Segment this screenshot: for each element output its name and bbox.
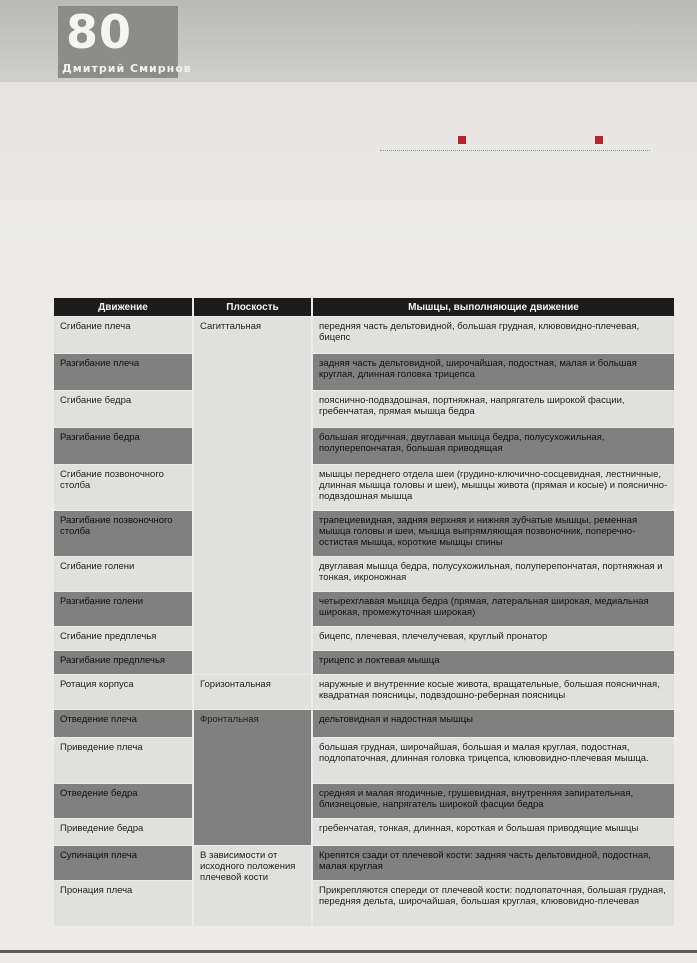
- movement-cell: Сгибание предплечья: [54, 627, 193, 651]
- movement-cell: Супинация плеча: [54, 846, 193, 881]
- dotted-rule: [380, 150, 650, 151]
- muscles-cell: Прикрепляются спереди от плечевой кости: подлопаточная, большая грудная, передняя дельта, широчайшая, большая круглая, клювовидно-плечевая: [312, 881, 674, 927]
- movement-cell: Сгибание бедра: [54, 391, 193, 428]
- muscles-cell: гребенчатая, тонкая, длинная, короткая и большая приводящие мышцы: [312, 819, 674, 846]
- movement-cell: Сгибание позвоночного столба: [54, 465, 193, 511]
- table-row: [54, 675, 674, 710]
- muscles-cell: трапециевидная, задняя верхняя и нижняя зубчатые мышцы, ременная мышца головы и шеи, мышца выпрямляющая позвоночник, поперечно-остистая мышца, короткие мышцы спины: [312, 511, 674, 557]
- bottom-rule: [0, 950, 697, 953]
- plane-cell-sagittal: Сагиттальная: [193, 317, 312, 675]
- column-header-muscles: Мышцы, выполняющие движение: [312, 298, 674, 317]
- muscles-cell: наружные и внутренние косые живота, вращательные, большая поясничная, квадратная поясницы, подвздошно-реберная поясницы: [312, 675, 674, 710]
- muscle-table-container: [54, 298, 674, 926]
- muscles-cell: передняя часть дельтовидной, большая грудная, клювовидно-плечевая, бицепс: [312, 317, 674, 354]
- movement-cell: Отведение плеча: [54, 710, 193, 738]
- muscles-cell: задняя часть дельтовидной, широчайшая, подостная, малая и большая круглая, длинная головка трицепса: [312, 354, 674, 391]
- movement-cell: Сгибание голени: [54, 557, 193, 592]
- movement-cell: Приведение бедра: [54, 819, 193, 846]
- movement-cell: Разгибание голени: [54, 592, 193, 627]
- muscles-cell: двуглавая мышца бедра, полусухожильная, полуперепончатая, портняжная и тонкая, икроножная: [312, 557, 674, 592]
- movement-cell: Разгибание плеча: [54, 354, 193, 391]
- column-header-movement: Движение: [54, 298, 193, 317]
- table-row: [54, 710, 674, 738]
- movement-cell: Разгибание предплечья: [54, 651, 193, 675]
- plane-cell-horizontal: Горизонтальная: [193, 675, 312, 710]
- table-row: [54, 391, 674, 428]
- author-name: Дмитрий Смирнов: [62, 62, 192, 75]
- muscles-cell: большая грудная, широчайшая, большая и малая круглая, подостная, подлопаточная, длинная головка трицепса, клювовидно-плечевая мышца.: [312, 738, 674, 784]
- movement-cell: Ротация корпуса: [54, 675, 193, 710]
- page-number: 80: [66, 5, 133, 59]
- muscles-cell: средняя и малая ягодичные, грушевидная, внутренняя запирательная, близнецовые, напрягатель широкой фасции бедра: [312, 784, 674, 819]
- muscle-movement-table: [54, 298, 674, 926]
- table-row: [54, 465, 674, 511]
- movement-cell: Сгибание плеча: [54, 317, 193, 354]
- table-row: [54, 354, 674, 391]
- page-header: [0, 0, 697, 82]
- table-header-row: [54, 298, 674, 317]
- table-row: [54, 511, 674, 557]
- table-row: [54, 428, 674, 465]
- movement-cell: Разгибание бедра: [54, 428, 193, 465]
- muscles-cell: мышцы переднего отдела шеи (грудино-ключично-сосцевидная, лестничные, длинная мышца головы и шеи), мышцы живота (прямая и косые) и пояснично-подвздошная мышца: [312, 465, 674, 511]
- column-header-plane: Плоскость: [193, 298, 312, 317]
- table-row: [54, 881, 674, 927]
- table-row: [54, 592, 674, 627]
- muscles-cell: дельтовидная и надостная мышцы: [312, 710, 674, 738]
- movement-cell: Приведение плеча: [54, 738, 193, 784]
- table-row: [54, 819, 674, 846]
- muscles-cell: трицепс и локтевая мышца: [312, 651, 674, 675]
- table-row: [54, 651, 674, 675]
- table-row: [54, 846, 674, 881]
- muscles-cell: пояснично-подвздошная, портняжная, напрягатель широкой фасции, гребенчатая, прямая мышца бедра: [312, 391, 674, 428]
- muscles-cell: большая ягодичная, двуглавая мышца бедра, полусухожильная, полуперепончатая, большая приводящая: [312, 428, 674, 465]
- movement-cell: Отведение бедра: [54, 784, 193, 819]
- plane-cell-frontal: Фронтальная: [193, 710, 312, 846]
- red-square-marker: [458, 136, 466, 144]
- movement-cell: Пронация плеча: [54, 881, 193, 927]
- muscles-cell: Крепятся сзади от плечевой кости: задняя часть дельтовидной, подостная, малая круглая: [312, 846, 674, 881]
- movement-cell: Разгибание позвоночного столба: [54, 511, 193, 557]
- table-row: [54, 557, 674, 592]
- plane-cell-variable: В зависимости от исходного положения плечевой кости: [193, 846, 312, 927]
- table-row: [54, 317, 674, 354]
- table-row: [54, 738, 674, 784]
- muscles-cell: бицепс, плечевая, плечелучевая, круглый пронатор: [312, 627, 674, 651]
- red-square-marker: [595, 136, 603, 144]
- table-row: [54, 627, 674, 651]
- muscles-cell: четырехглавая мышца бедра (прямая, латеральная широкая, медиальная широкая, промежуточная широкая): [312, 592, 674, 627]
- table-row: [54, 784, 674, 819]
